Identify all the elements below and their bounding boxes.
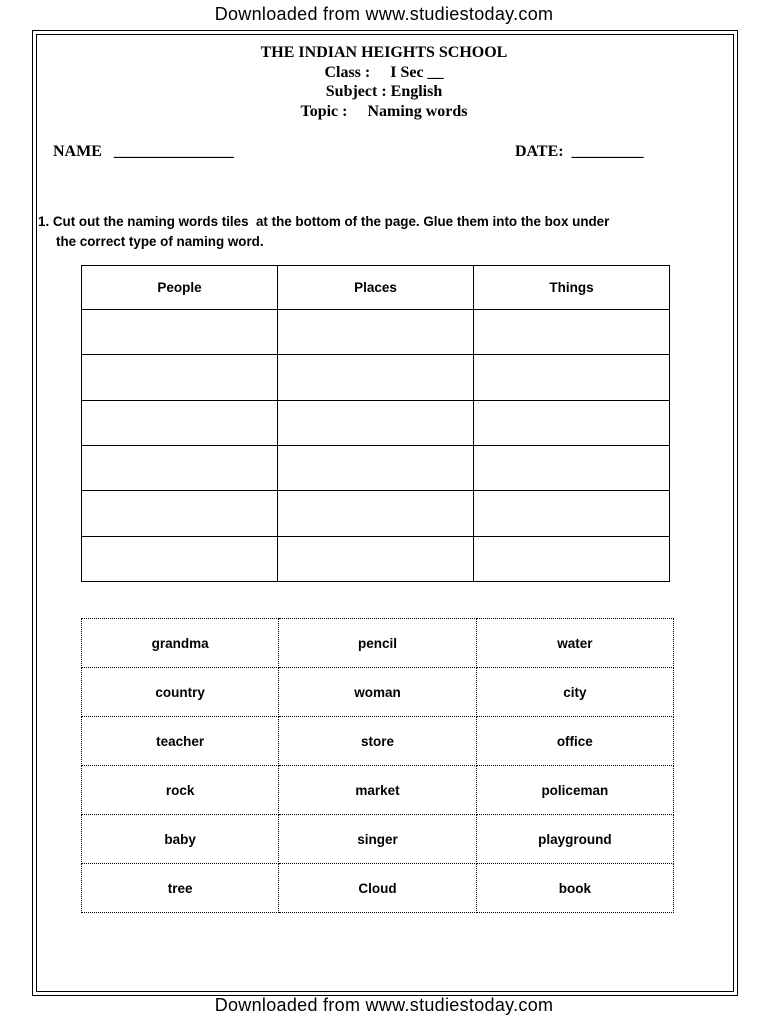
download-banner-bottom: Downloaded from www.studiestoday.com — [214, 995, 554, 1015]
blank-cell — [278, 446, 474, 491]
class-line: Class : I Sec __ — [324, 63, 444, 81]
word-tile[interactable]: rock — [82, 766, 279, 815]
sorting-table — [81, 265, 670, 582]
word-tile[interactable]: singer — [279, 815, 476, 864]
subject-line: Subject : English — [325, 83, 443, 100]
instruction-line-1: 1. Cut out the naming words tiles at the bottom of the page. Glue them into the box under — [38, 214, 610, 229]
sorting-table-header — [82, 266, 670, 310]
blank-cell — [82, 491, 278, 537]
header-people: People — [82, 266, 278, 310]
word-tile[interactable]: market — [279, 766, 476, 815]
sorting-row — [82, 355, 670, 401]
word-tile[interactable]: tree — [82, 864, 279, 913]
blank-cell — [474, 446, 670, 491]
word-tile[interactable]: country — [82, 668, 279, 717]
tile-row — [82, 766, 674, 815]
word-tile[interactable]: city — [476, 668, 673, 717]
blank-cell — [278, 401, 474, 446]
word-tile[interactable]: grandma — [82, 619, 279, 668]
blank-cell — [82, 355, 278, 401]
word-tile[interactable]: teacher — [82, 717, 279, 766]
word-tile[interactable]: playground — [476, 815, 673, 864]
blank-cell — [474, 310, 670, 355]
tile-row — [82, 864, 674, 913]
word-tile[interactable]: Cloud — [279, 864, 476, 913]
topic-line: Topic : Naming words — [300, 102, 468, 120]
word-tile[interactable]: baby — [82, 815, 279, 864]
blank-cell — [82, 401, 278, 446]
sorting-row — [82, 446, 670, 491]
word-tile[interactable]: policeman — [476, 766, 673, 815]
question-instruction — [38, 212, 728, 252]
tile-row — [82, 619, 674, 668]
instruction-line-2: the correct type of naming word. — [56, 234, 264, 249]
word-tile[interactable]: book — [476, 864, 673, 913]
blank-cell — [278, 491, 474, 537]
blank-cell — [82, 310, 278, 355]
blank-cell — [474, 491, 670, 537]
worksheet-header — [0, 43, 768, 121]
blank-cell — [474, 355, 670, 401]
word-tile[interactable]: office — [476, 717, 673, 766]
blank-cell — [474, 537, 670, 582]
blank-cell — [278, 310, 474, 355]
name-field: NAME _______________ — [53, 143, 234, 160]
blank-cell — [278, 537, 474, 582]
word-tiles — [81, 618, 674, 913]
tile-row — [82, 717, 674, 766]
sorting-row — [82, 401, 670, 446]
date-field: DATE: _________ — [515, 143, 644, 160]
word-tile[interactable]: pencil — [279, 619, 476, 668]
header-places: Places — [278, 266, 474, 310]
blank-cell — [82, 537, 278, 582]
sorting-row — [82, 310, 670, 355]
blank-cell — [278, 355, 474, 401]
word-tile[interactable]: store — [279, 717, 476, 766]
word-tile[interactable]: woman — [279, 668, 476, 717]
header-things: Things — [474, 266, 670, 310]
tile-row — [82, 668, 674, 717]
blank-cell — [474, 401, 670, 446]
word-tile[interactable]: water — [476, 619, 673, 668]
blank-cell — [82, 446, 278, 491]
download-banner-top: Downloaded from www.studiestoday.com — [214, 4, 554, 24]
school-title: THE INDIAN HEIGHTS SCHOOL — [260, 44, 508, 61]
tile-row — [82, 815, 674, 864]
sorting-row — [82, 491, 670, 537]
sorting-row — [82, 537, 670, 582]
